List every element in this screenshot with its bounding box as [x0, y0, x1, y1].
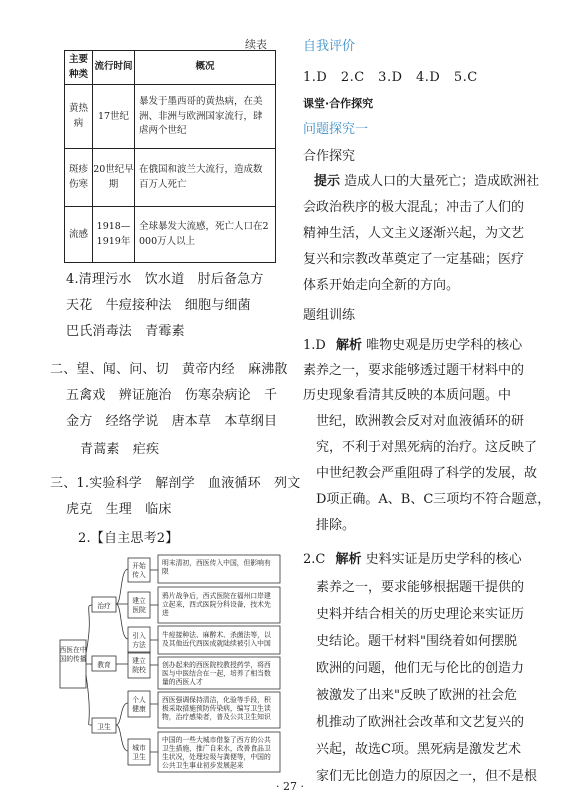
header-desc: 概况 [135, 51, 276, 85]
q1-line-0 [303, 334, 522, 353]
mindmap-note: 牛痘接种法、麻醉术、杀菌法等，以及其他近代西医成就陆续被引入中国 [162, 631, 271, 648]
mindmap-child: 开始传入 [132, 562, 146, 579]
q2-label: 解析 [335, 552, 362, 567]
drill-title: 题组训练 [303, 308, 356, 323]
header-kind: 主要种类 [65, 51, 93, 85]
self-eval-title: 自我评价 [303, 39, 356, 54]
table-header-row [65, 51, 276, 85]
table-row [65, 207, 276, 263]
mindmap-note: 中国的一些大城市借鉴了西方的公共卫生措施，推广自来水，改善食品卫生状况，处理垃圾与粪便等，中国的公共卫生事业初步发展起来 [162, 736, 271, 770]
mindmap-root: 西医在中国的传播 [59, 646, 87, 663]
hint-line: 精神生活，人文主义逐渐兴起，为文艺 [303, 226, 525, 241]
answer-line: 虎克 生理 临床 [66, 502, 172, 517]
q2-line-0 [303, 548, 522, 567]
q2-line: 家们无比创造力的原因之一，但不是根 [316, 769, 538, 784]
mindmap-child: 个人健康 [132, 696, 146, 713]
answer-line: 天花 牛痘接种法 细胞与细菌 [66, 298, 251, 313]
answer-line: 4.清理污水 饮水道 肘后备急方 [66, 272, 264, 287]
cell-desc: 暴发于墨西哥的黄热病，在美洲、非洲与欧洲国家流行，肆虐两个世纪 [135, 85, 276, 149]
mindmap-child: 建立医院 [132, 597, 146, 614]
q1-text: 唯物史观是历史学科的核心 [366, 338, 523, 353]
mindmap-note: 创办起来的西医院校教授药学，将西医与中医结合在一起，培养了相当数量的西医人才 [162, 661, 271, 686]
answer-line: 青蒿素 疟疾 [80, 442, 160, 457]
q2-line: 史结论。题干材料"围绕着如何摆脱 [316, 634, 517, 649]
mindmap-child: 城市卫生 [132, 744, 146, 761]
mindmap-note: 鸦片战争后，西式医院在福州口岸建立起来，西式医院分科设备，技术先进 [162, 592, 271, 617]
q1-label: 解析 [335, 338, 362, 353]
q1-line: 究，不利于对黑死病的治疗。这反映了 [316, 440, 538, 455]
cell-time: 17世纪 [93, 85, 135, 149]
header-time: 流行时间 [93, 51, 135, 85]
disease-table [64, 50, 276, 263]
q2-line: 史料并结合相关的历史理论来实证历 [316, 607, 525, 622]
coop-title: 合作探究 [303, 149, 356, 164]
q1-number: 1.D [303, 338, 326, 353]
answer-line: 三、1.实验科学 解剖学 血液循环 列文 [50, 476, 301, 491]
answer-line: 2.【自主思考2】 [78, 531, 179, 546]
q2-line: 素养之一，要求能够根据题干提供的 [316, 580, 525, 595]
hint-line: 体系开始走向全新的方向。 [303, 278, 460, 293]
mindmap-diagram [58, 553, 283, 775]
mindmap-branch: 卫生 [97, 723, 111, 731]
hint-line: 复兴和宗教改革奠定了一定基础；医疗 [303, 252, 525, 267]
answer-line: 巴氏消毒法 青霉素 [66, 324, 185, 339]
cell-kind: 流感 [65, 207, 93, 263]
mindmap-branch: 教育 [97, 661, 111, 669]
q2-line: 被激发了出来"反映了欧洲的社会危 [316, 688, 517, 703]
page-number: · 27 · [276, 780, 304, 793]
q2-line: 兴起，故选C项。黑死病是激发艺术 [316, 742, 521, 757]
q1-line: 历史现象看清其反映的本质问题。中 [303, 388, 512, 403]
continued-label: 续表 [245, 38, 267, 51]
hint-line-0 [314, 170, 539, 189]
q2-line: 机推动了欧洲社会改革和文艺复兴的 [316, 715, 525, 730]
hint-text: 造成人口的大量死亡；造成欧洲社 [344, 174, 540, 189]
mindmap-child: 引入方法 [132, 632, 146, 649]
mindmap-note: 明末清初，西医传入中国，但影响有限 [162, 559, 271, 576]
self-eval-answers: 1.D 2.C 3.D 4.D 5.C [303, 70, 478, 85]
hint-label: 提示 [314, 174, 341, 189]
mindmap-branch: 治疗 [97, 602, 111, 610]
class-title: 课堂·合作探究 [303, 97, 374, 110]
q1-line: 世纪，欧洲教会反对对血液循环的研 [316, 414, 525, 429]
q2-number: 2.C [303, 552, 326, 567]
cell-time: 20世纪早期 [93, 149, 135, 207]
problem-title: 问题探究一 [303, 122, 369, 137]
q1-line: D项正确。A、B、C三项均不符合题意， [316, 492, 551, 507]
mindmap-note: 西医强调保持清洁，化验等手段，积极采取措施预防传染病，编写卫生读物，治疗感染者，普及公共卫生知识 [162, 696, 271, 721]
table-row [65, 85, 276, 149]
cell-desc: 在俄国和波兰大流行，造成数百万人死亡 [135, 149, 276, 207]
mindmap-child: 建立院校 [132, 657, 146, 674]
hint-line: 会政治秩序的极大混乱；冲击了人们的 [303, 200, 525, 215]
cell-kind: 斑疹伤寒 [65, 149, 93, 207]
q1-line: 排除。 [316, 518, 356, 533]
table-row [65, 149, 276, 207]
q2-line: 欧洲的问题，他们无与伦比的创造力 [316, 661, 525, 676]
cell-kind: 黄热病 [65, 85, 93, 149]
answer-line: 金方 经络学说 唐本草 本草纲目 [66, 414, 278, 429]
answer-line: 二、望、闻、问、切 黄帝内经 麻沸散 [50, 362, 288, 377]
q1-line: 素养之一，要求能够透过题干材料中的 [303, 363, 525, 378]
q1-line: 中世纪教会严重阻碍了科学的发展，故 [316, 466, 538, 481]
cell-time: 1918—1919年 [93, 207, 135, 263]
cell-desc: 全球暴发大流感，死亡人口在2 000万人以上 [135, 207, 276, 263]
q2-text: 史料实证是历史学科的核心 [365, 552, 522, 567]
answer-line: 五禽戏 辨证施治 伤寒杂病论 千 [66, 388, 278, 403]
